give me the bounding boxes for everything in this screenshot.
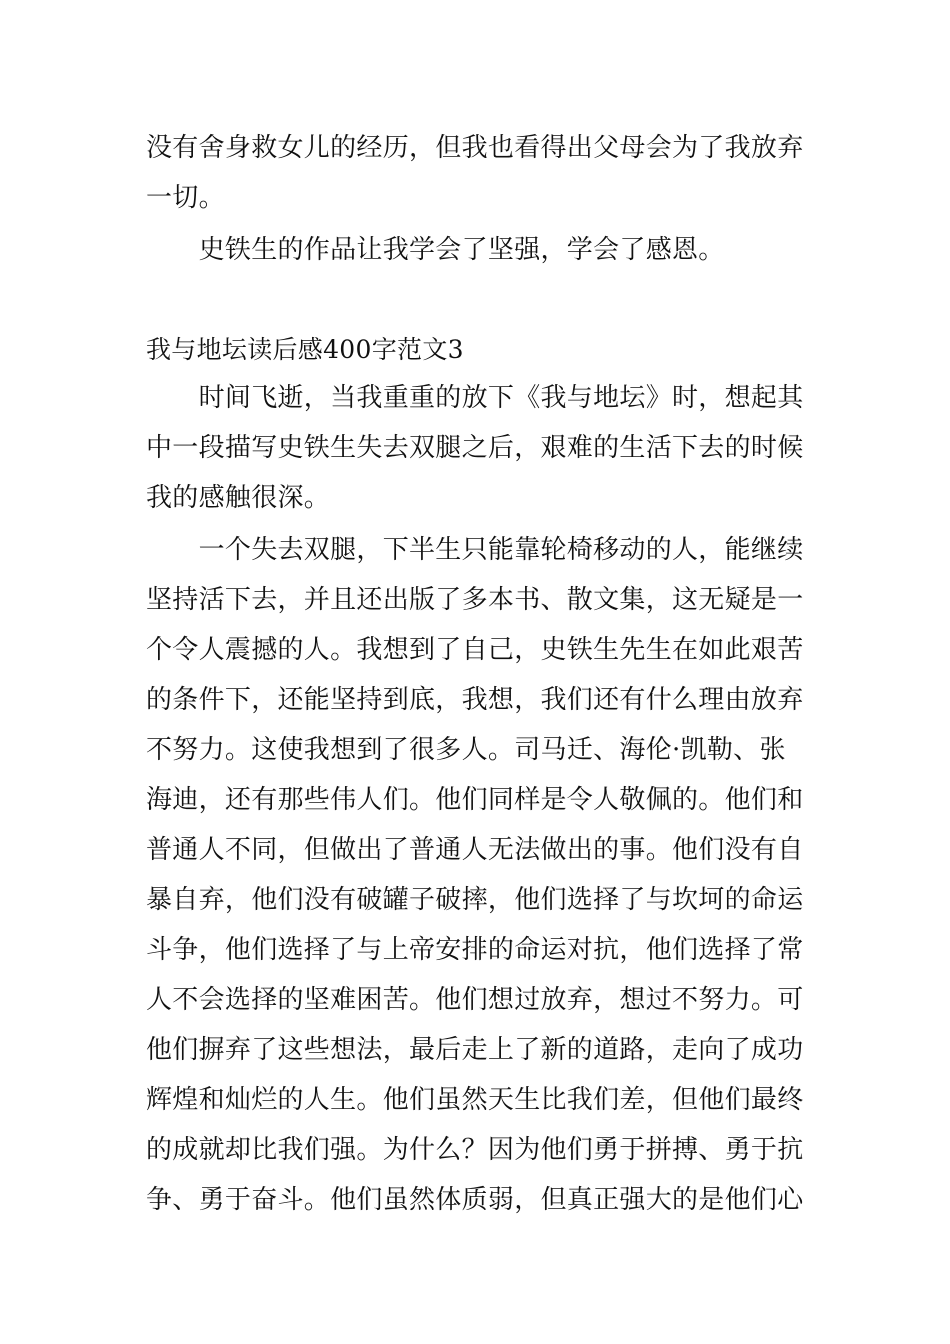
- paragraph-line: 普通人不同，但做出了普通人无法做出的事。他们没有自: [146, 835, 804, 865]
- paragraph-line: 的条件下，还能坚持到底，我想，我们还有什么理由放弃: [146, 685, 804, 715]
- paragraph-line: 辉煌和灿烂的人生。他们虽然天生比我们差，但他们最终: [146, 1085, 804, 1115]
- paragraph-line: 海迪，还有那些伟人们。他们同样是令人敬佩的。他们和: [146, 785, 804, 815]
- paragraph-line: 人不会选择的坚难困苦。他们想过放弃，想过不努力。可: [146, 985, 804, 1015]
- intro-line: 一切。: [146, 183, 225, 213]
- paragraph-line: 的成就却比我们强。为什么？因为他们勇于拼搏、勇于抗: [146, 1135, 804, 1165]
- paragraph-line: 个令人震撼的人。我想到了自己，史铁生先生在如此艰苦: [146, 635, 804, 665]
- paragraph-line: 坚持活下去，并且还出版了多本书、散文集，这无疑是一: [146, 585, 804, 615]
- paragraph-line: 斗争，他们选择了与上帝安排的命运对抗，他们选择了常: [146, 935, 804, 965]
- paragraph-line: 不努力。这使我想到了很多人。司马迁、海伦·凯勒、张: [146, 735, 786, 765]
- paragraph-line: 时间飞逝，当我重重的放下《我与地坛》时，想起其: [146, 383, 804, 413]
- paragraph-line: 暴自弃，他们没有破罐子破摔，他们选择了与坎坷的命运: [146, 885, 804, 915]
- paragraph-line: 我的感触很深。: [146, 483, 331, 513]
- paragraph-line: 一个失去双腿，下半生只能靠轮椅移动的人，能继续: [146, 535, 804, 565]
- section-heading: 我与地坛读后感400字范文3: [146, 335, 464, 364]
- paragraph-line: 争、勇于奋斗。他们虽然体质弱，但真正强大的是他们心: [146, 1185, 804, 1215]
- paragraph-line: 中一段描写史铁生失去双腿之后，艰难的生活下去的时候: [146, 433, 804, 463]
- intro-line: 史铁生的作品让我学会了坚强，学会了感恩。: [146, 235, 725, 265]
- paragraph-line: 他们摒弃了这些想法，最后走上了新的道路，走向了成功: [146, 1035, 804, 1065]
- intro-line: 没有舍身救女儿的经历，但我也看得出父母会为了我放弃: [146, 133, 804, 163]
